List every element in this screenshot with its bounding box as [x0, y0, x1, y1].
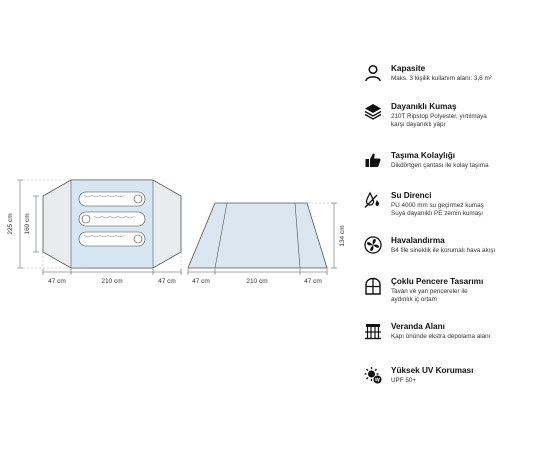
ventilation-fan-icon	[364, 236, 382, 254]
dimension-side-widths	[188, 268, 327, 285]
fabric-layers-icon	[364, 102, 382, 120]
feature-description: Suya dayanıklı PE zemin kumaşı	[391, 209, 484, 217]
window-icon	[364, 277, 382, 295]
floor-right-vestibule-label: 47 cm	[158, 278, 176, 285]
feature-title: Çoklu Pencere Tasarımı	[391, 277, 484, 286]
feature-portability	[364, 151, 540, 191]
feature-windows	[364, 277, 540, 317]
feature-title: Dayanıklı Kumaş	[391, 102, 457, 111]
feature-title: Taşıma Kolaylığı	[391, 151, 456, 160]
sleeping-bag	[79, 212, 145, 226]
feature-description: Maks. 3 kişilik kullanım alanı: 3,6 m²	[391, 74, 492, 82]
feature-description: Kapı önünde ekstra depolama alanı	[391, 332, 491, 340]
side-center-label: 210 cm	[246, 278, 268, 285]
feature-title: Veranda Alanı	[391, 322, 445, 331]
feature-ventilation	[364, 236, 540, 276]
uv-protection-icon	[364, 366, 382, 384]
feature-water-resistance	[364, 191, 540, 231]
side-left-label: 47 cm	[192, 278, 210, 285]
veranda-icon	[364, 322, 382, 340]
feature-title: Kapasite	[391, 64, 426, 73]
feature-description: UPF 50+	[391, 376, 417, 384]
floor-inner-height-label: 160 cm	[24, 213, 31, 235]
floor-inner-width-label: 210 cm	[101, 278, 123, 285]
feature-title: Su Direnci	[391, 191, 432, 200]
floor-plan	[7, 180, 181, 285]
feature-description: B4 file sineklik ile korumalı hava akışı	[391, 246, 496, 254]
water-resistance-icon	[364, 191, 382, 209]
feature-fabric	[364, 102, 540, 142]
feature-title: Havalandırma	[391, 236, 445, 245]
dimension-floor-inner-height	[24, 196, 39, 252]
sleeping-bag	[79, 192, 145, 206]
side-height-label: 134 cm	[339, 225, 346, 247]
floor-height-label: 225 cm	[7, 213, 14, 235]
feature-description: 210T Ripstop Polyester, yırtılmaya	[391, 112, 487, 120]
feature-uv-protection	[364, 366, 540, 406]
side-tent-outline	[188, 203, 327, 268]
floor-left-vestibule-label: 47 cm	[48, 278, 66, 285]
sleeping-bag	[79, 232, 145, 246]
feature-title: Yüksek UV Koruması	[391, 366, 474, 375]
thumbs-up-icon	[364, 151, 382, 169]
feature-description: aydınlık iç ortam	[391, 295, 437, 303]
side-right-label: 47 cm	[304, 278, 322, 285]
feature-capacity	[364, 64, 540, 104]
feature-description: Tavan ve yan pencereler ile	[391, 287, 468, 295]
side-view	[188, 203, 346, 285]
user-icon	[364, 64, 382, 82]
feature-veranda	[364, 322, 540, 362]
feature-description: Dikdörtgen çantası ile kolay taşıma	[391, 161, 489, 169]
feature-description: PU 4000 mm su geçirmez kumaş	[391, 201, 484, 209]
feature-description: karşı dayanıklı yapı	[391, 120, 446, 128]
